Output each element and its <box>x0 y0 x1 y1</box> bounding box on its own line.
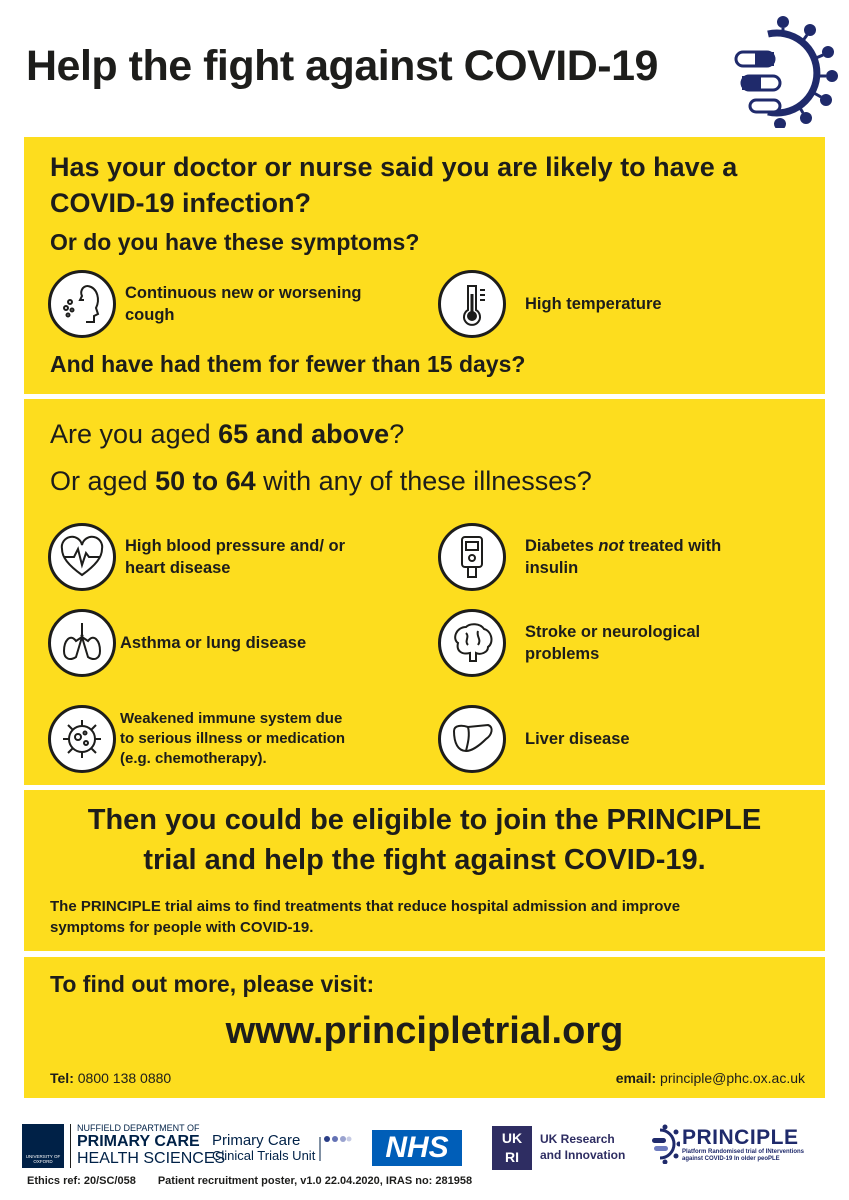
illness-heart-label: High blood pressure and/ or heart disease <box>125 536 346 577</box>
visit-text: To find out more, please visit: <box>50 971 375 997</box>
duration-question: And have had them for fewer than 15 days? <box>50 351 526 377</box>
thermometer-icon <box>448 280 496 328</box>
principle-virus-logo-icon <box>728 14 838 128</box>
symptoms-question: Or do you have these symptoms? <box>50 229 420 255</box>
ethics-footer: Ethics ref: 20/SC/058 Patient recruitment poster, v1.0 22.04.2020, IRAS no: 281958 <box>27 1175 473 1187</box>
symptom-temperature <box>438 270 662 338</box>
illness-stroke <box>438 609 700 677</box>
symptoms-panel <box>24 137 825 394</box>
heart-icon <box>58 533 106 581</box>
illness-immune-label: Weakened immune system due to serious illness or medication (e.g. chemotherapy). <box>120 709 346 768</box>
pcctu-logo: Primary Care Clinical Trials Unit <box>212 1132 352 1164</box>
cough-icon <box>58 280 106 328</box>
illness-liver-label: Liver disease <box>525 729 630 748</box>
illness-heart <box>48 523 345 591</box>
oxford-logo: UNIVERSITY OF OXFORD NUFFIELD DEPARTMENT OF PRIMARY CARE HEALTH SCIENCES <box>22 1124 225 1168</box>
illness-immune <box>48 705 345 773</box>
illness-lungs-label: Asthma or lung disease <box>120 633 307 652</box>
eligibility-headline: Then you could be eligible to join the PRINCIPLE trial and help the fight against COVID-19. <box>87 804 762 876</box>
principle-small-virus-icon <box>650 1124 680 1164</box>
infection-question: Has your doctor or nurse said you are likely to have a COVID-19 infection? <box>50 152 738 218</box>
nhs-logo: NHS <box>372 1130 462 1166</box>
illness-stroke-label: Stroke or neurological problems <box>525 622 701 663</box>
symptom-temperature-label: High temperature <box>525 294 662 313</box>
trial-description: The PRINCIPLE trial aims to find treatments that reduce hospital admission and improve symptoms for people with COVID-19. <box>50 898 681 936</box>
illness-lungs <box>48 609 306 677</box>
illness-diabetes <box>438 523 721 591</box>
eligibility-panel <box>24 790 825 951</box>
symptom-cough <box>48 270 362 338</box>
age-question: Are you aged 65 and above? <box>50 419 405 449</box>
ukri-mark-icon: UKRI <box>492 1126 532 1170</box>
age-range-question: Or aged 50 to 64 with any of these illnesses? <box>50 466 592 496</box>
principle-logo: PRINCIPLE Platform Randomised trial of INterventions against COVID-19 In older peoPLE <box>650 1124 804 1164</box>
illness-diabetes-label: Diabetes not treated with insulin <box>525 536 722 577</box>
glucose-meter-icon <box>448 533 496 581</box>
illnesses-panel <box>24 399 825 785</box>
partner-logos <box>22 1120 827 1172</box>
ukri-logo: UKRI UK Research and Innovation <box>492 1126 625 1170</box>
contact-panel <box>24 957 825 1098</box>
immune-cell-icon <box>58 715 106 763</box>
symptom-cough-label: Continuous new or worsening cough <box>125 283 362 324</box>
page-title: Help the fight against COVID-19 <box>26 42 658 90</box>
telephone: Tel: 0800 138 0880 <box>50 1070 172 1086</box>
liver-icon <box>448 715 496 763</box>
email[interactable]: email: principle@phc.ox.ac.uk <box>615 1070 805 1086</box>
illness-liver <box>438 705 630 773</box>
brain-icon <box>448 619 496 667</box>
website-link[interactable]: www.principletrial.org <box>225 1010 624 1052</box>
pcctu-dots-icon <box>318 1133 352 1163</box>
lungs-icon <box>58 619 106 667</box>
oxford-crest-icon: UNIVERSITY OF OXFORD <box>22 1124 64 1168</box>
